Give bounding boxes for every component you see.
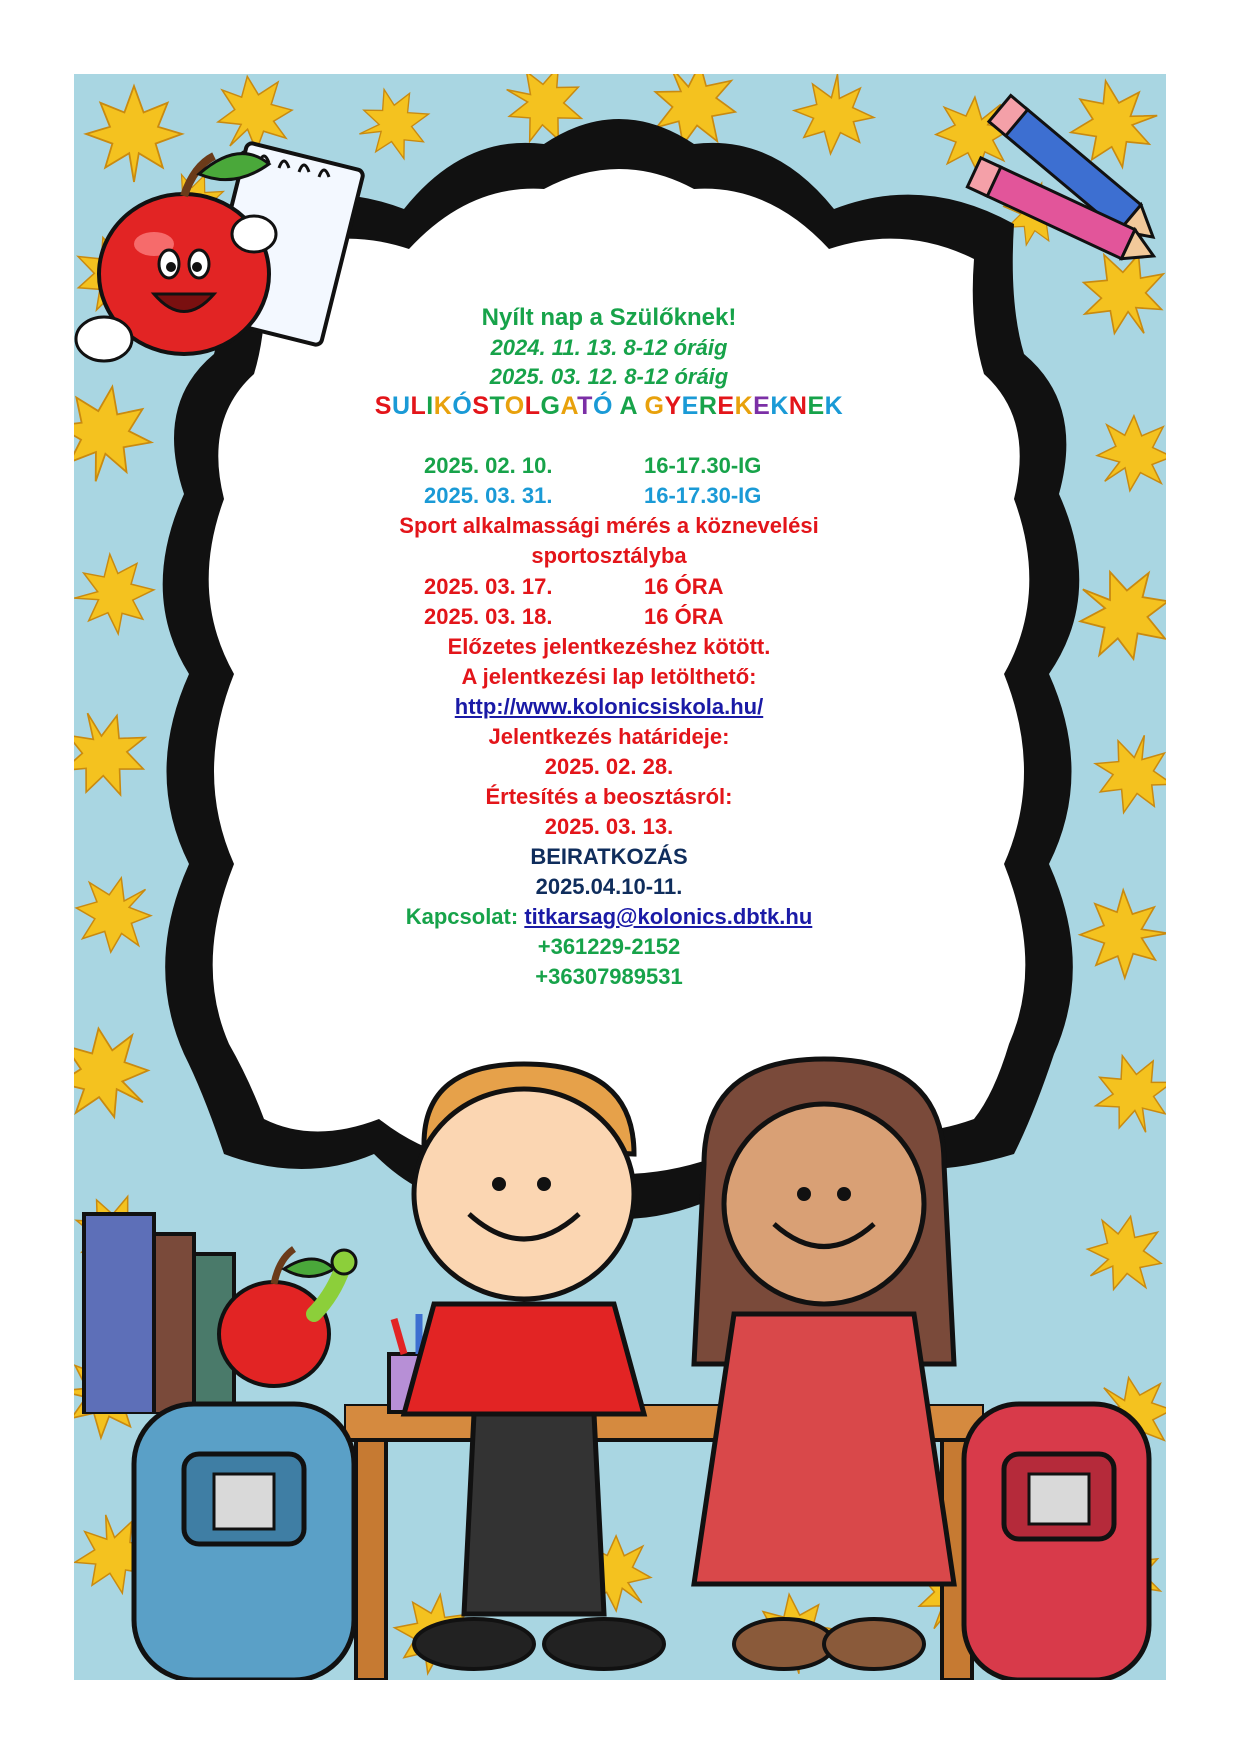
contact-phone-1: +361229-2152 <box>537 934 681 959</box>
open-day-title: Nyílt nap a Szülőknek! <box>481 304 737 331</box>
boy-student <box>364 1054 694 1674</box>
heading-letter: L <box>410 392 427 420</box>
heading-letter: A <box>560 392 578 420</box>
open-day-date-1: 2024. 11. 13. 8-12 óráig <box>490 335 728 360</box>
session-time: 16 ÓRA <box>644 574 724 599</box>
registration-note: Előzetes jelentkezéshez kötött. <box>447 634 771 659</box>
school-website-url[interactable]: http://www.kolonicsiskola.hu/ <box>454 694 764 719</box>
session-date: 2025. 03. 18. <box>424 604 553 629</box>
notify-label: Értesítés a beosztásról: <box>485 784 733 809</box>
red-backpack <box>954 1374 1154 1680</box>
session-time: 16-17.30-IG <box>644 453 762 478</box>
heading-letter: K <box>824 392 844 420</box>
flyer-text <box>304 292 914 1052</box>
apple-with-worm <box>194 1234 364 1394</box>
sport-session-2 <box>304 603 914 631</box>
contact-line <box>304 903 914 931</box>
heading-letter: G <box>644 392 665 420</box>
notify-date: 2025. 03. 13. <box>544 814 674 839</box>
download-text: A jelentkezési lap letölthető: <box>461 664 757 689</box>
heading-letter: K <box>433 392 453 420</box>
heading-letter: I <box>426 392 434 420</box>
heading-letter: T <box>577 392 593 420</box>
deadline-date: 2025. 02. 28. <box>544 754 674 779</box>
open-day-date-2: 2025. 03. 12. 8-12 óráig <box>489 364 729 389</box>
session-date: 2025. 03. 31. <box>424 483 553 508</box>
heading-letter: T <box>489 392 505 420</box>
heading-letter <box>637 392 644 420</box>
sulikostolgato-heading <box>304 392 914 420</box>
heading-letter: L <box>524 392 541 420</box>
heading-letter: G <box>540 392 561 420</box>
contact-email[interactable]: titkarsag@kolonics.dbtk.hu <box>524 904 813 929</box>
heading-letter: E <box>681 392 699 420</box>
sport-title-line-1: Sport alkalmassági mérés a köznevelési <box>399 513 819 538</box>
school-website-link[interactable] <box>304 693 914 721</box>
heading-letter: S <box>472 392 490 420</box>
sport-session-1 <box>304 573 914 601</box>
contact-phone-2: +36307989531 <box>535 964 683 989</box>
heading-letter: N <box>788 392 808 420</box>
sulikostolgato-session-2 <box>304 482 914 510</box>
heading-letter: O <box>504 392 525 420</box>
heading-letter: K <box>770 392 789 420</box>
sulikostolgato-session-1 <box>304 452 914 480</box>
blue-backpack <box>114 1374 374 1680</box>
deadline-label: Jelentkezés határideje: <box>488 724 730 749</box>
heading-letter: U <box>391 392 411 420</box>
heading-letter: A <box>619 392 638 420</box>
heading-letter: R <box>698 392 718 420</box>
session-date: 2025. 02. 10. <box>424 453 553 478</box>
heading-letter: K <box>734 392 754 420</box>
heading-letter: E <box>717 392 735 420</box>
session-time: 16-17.30-IG <box>644 483 762 508</box>
enrollment-date: 2025.04.10-11. <box>535 874 683 899</box>
session-time: 16 ÓRA <box>644 604 724 629</box>
heading-letter: Ó <box>452 392 473 420</box>
sport-title-line-2: sportosztályba <box>531 543 687 568</box>
heading-letter: S <box>374 392 392 420</box>
pencils <box>944 84 1164 284</box>
contact-label: Kapcsolat: <box>405 904 519 929</box>
heading-letter: Y <box>664 392 682 420</box>
session-date: 2025. 03. 17. <box>424 574 553 599</box>
poster <box>74 74 1166 1680</box>
heading-letter: Ó <box>592 392 613 420</box>
enrollment-label: BEIRATKOZÁS <box>530 844 688 869</box>
heading-letter: E <box>753 392 771 420</box>
girl-student <box>674 1054 974 1674</box>
heading-letter: E <box>807 392 825 420</box>
